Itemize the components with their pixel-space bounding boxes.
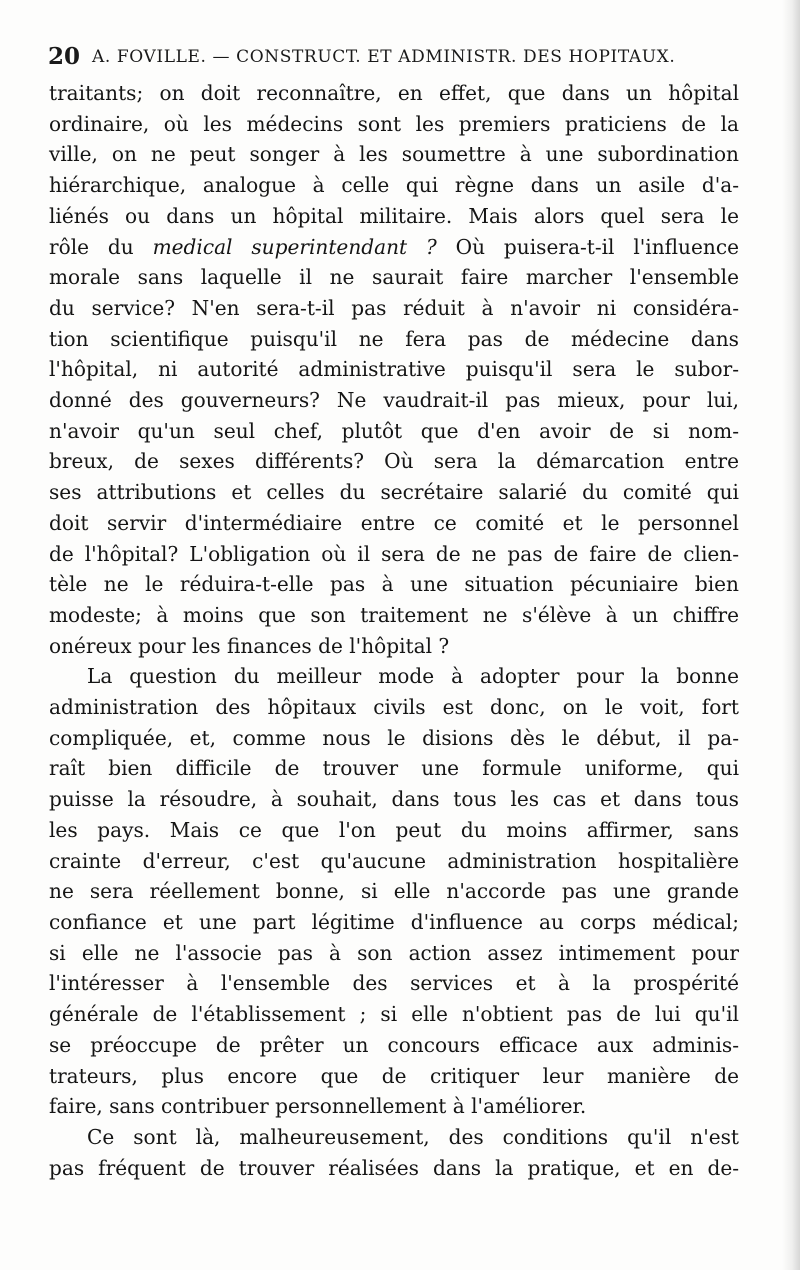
text-line: traitants; on doit reconnaître, en effet, que dans un hôpital <box>49 81 739 105</box>
italic-term: medical superintendant ? <box>152 234 437 259</box>
text-line: confiance et une part légitime d'influence au corps médical; <box>49 909 739 934</box>
text-line: ses attributions et celles du secrétaire salarié du comité qui <box>49 480 739 505</box>
text-line: administration des hôpitaux civils est donc, on le voit, fort <box>49 695 739 720</box>
text-line: se préoccupe de prêter un concours efficace aux adminis- <box>49 1032 739 1057</box>
text-line: doit servir d'intermédiaire entre ce comité et le personnel <box>49 510 739 535</box>
text-line: modeste; à moins que son traitement ne s'élève à un chiffre <box>49 602 739 627</box>
text-line: crainte d'erreur, c'est qu'aucune administration hospitalière <box>49 848 739 873</box>
text-line: pas fréquent de trouver réalisées dans la pratique, et en de- <box>49 1155 739 1180</box>
text-line: compliquée, et, comme nous le disions dès le début, il pa- <box>49 725 739 750</box>
text-line: liénés ou dans un hôpital militaire. Mais alors quel sera le <box>49 203 739 228</box>
page-number: 20 <box>48 43 81 70</box>
text-line: La question du meilleur mode à adopter pour la bonne <box>87 664 739 689</box>
text-line: générale de l'établissement ; si elle n'obtient pas de lui qu'il <box>49 1002 739 1027</box>
paragraph <box>49 661 739 1122</box>
running-title: A. FOVILLE. — CONSTRUCT. ET ADMINISTR. DES HOPITAUX. <box>92 47 676 67</box>
text-line: du service? N'en sera-t-il pas réduit à n'avoir ni considéra- <box>49 295 739 320</box>
body-text <box>49 78 739 1183</box>
text-line: raît bien difficile de trouver une formule uniforme, qui <box>49 756 739 781</box>
text-line: Ce sont là, malheureusement, des conditions qu'il n'est <box>87 1124 739 1149</box>
text-line: morale sans laquelle il ne saurait faire marcher l'ensemble <box>49 265 739 290</box>
text-line: donné des gouverneurs? Ne vaudrait-il pas mieux, pour lui, <box>49 388 739 413</box>
text-line: breux, de sexes différents? Où sera la démarcation entre <box>49 449 739 474</box>
text-line: ordinaire, où les médecins sont les premiers praticiens de la <box>49 111 739 136</box>
text-line: trateurs, plus encore que de critiquer leur manière de <box>49 1063 739 1088</box>
running-head <box>48 40 748 74</box>
page-edge-shadow <box>782 0 800 1270</box>
text-line: rôle du medical superintendant ? Où puisera-t-il l'influence <box>49 234 739 259</box>
text-line: de l'hôpital? L'obligation où il sera de ne pas de faire de clien- <box>49 541 739 566</box>
paragraph <box>49 1122 739 1183</box>
text-line: l'intéresser à l'ensemble des services et à la prospérité <box>49 971 739 996</box>
text-line: puisse la résoudre, à souhait, dans tous les cas et dans tous <box>49 787 739 812</box>
text-line: tèle ne le réduira-t-elle pas à une situation pécuniaire bien <box>49 572 739 597</box>
text-line: onéreux pour les finances de l'hôpital ? <box>49 633 450 658</box>
text-line: faire, sans contribuer personnellement à l'améliorer. <box>49 1094 587 1119</box>
text-line: ne sera réellement bonne, si elle n'accorde pas une grande <box>49 879 739 904</box>
text-line: si elle ne l'associe pas à son action assez intimement pour <box>49 940 739 965</box>
text-line: tion scientifique puisqu'il ne fera pas de médecine dans <box>49 326 739 351</box>
text-line: n'avoir qu'un seul chef, plutôt que d'en avoir de si nom- <box>49 418 739 443</box>
paragraph <box>49 78 739 661</box>
text-line: l'hôpital, ni autorité administrative puisqu'il sera le subor- <box>49 357 739 382</box>
text-line: hiérarchique, analogue à celle qui règne dans un asile d'a- <box>49 173 739 198</box>
text-line: les pays. Mais ce que l'on peut du moins affirmer, sans <box>49 817 739 842</box>
text-line: ville, on ne peut songer à les soumettre à une subordination <box>49 142 739 167</box>
